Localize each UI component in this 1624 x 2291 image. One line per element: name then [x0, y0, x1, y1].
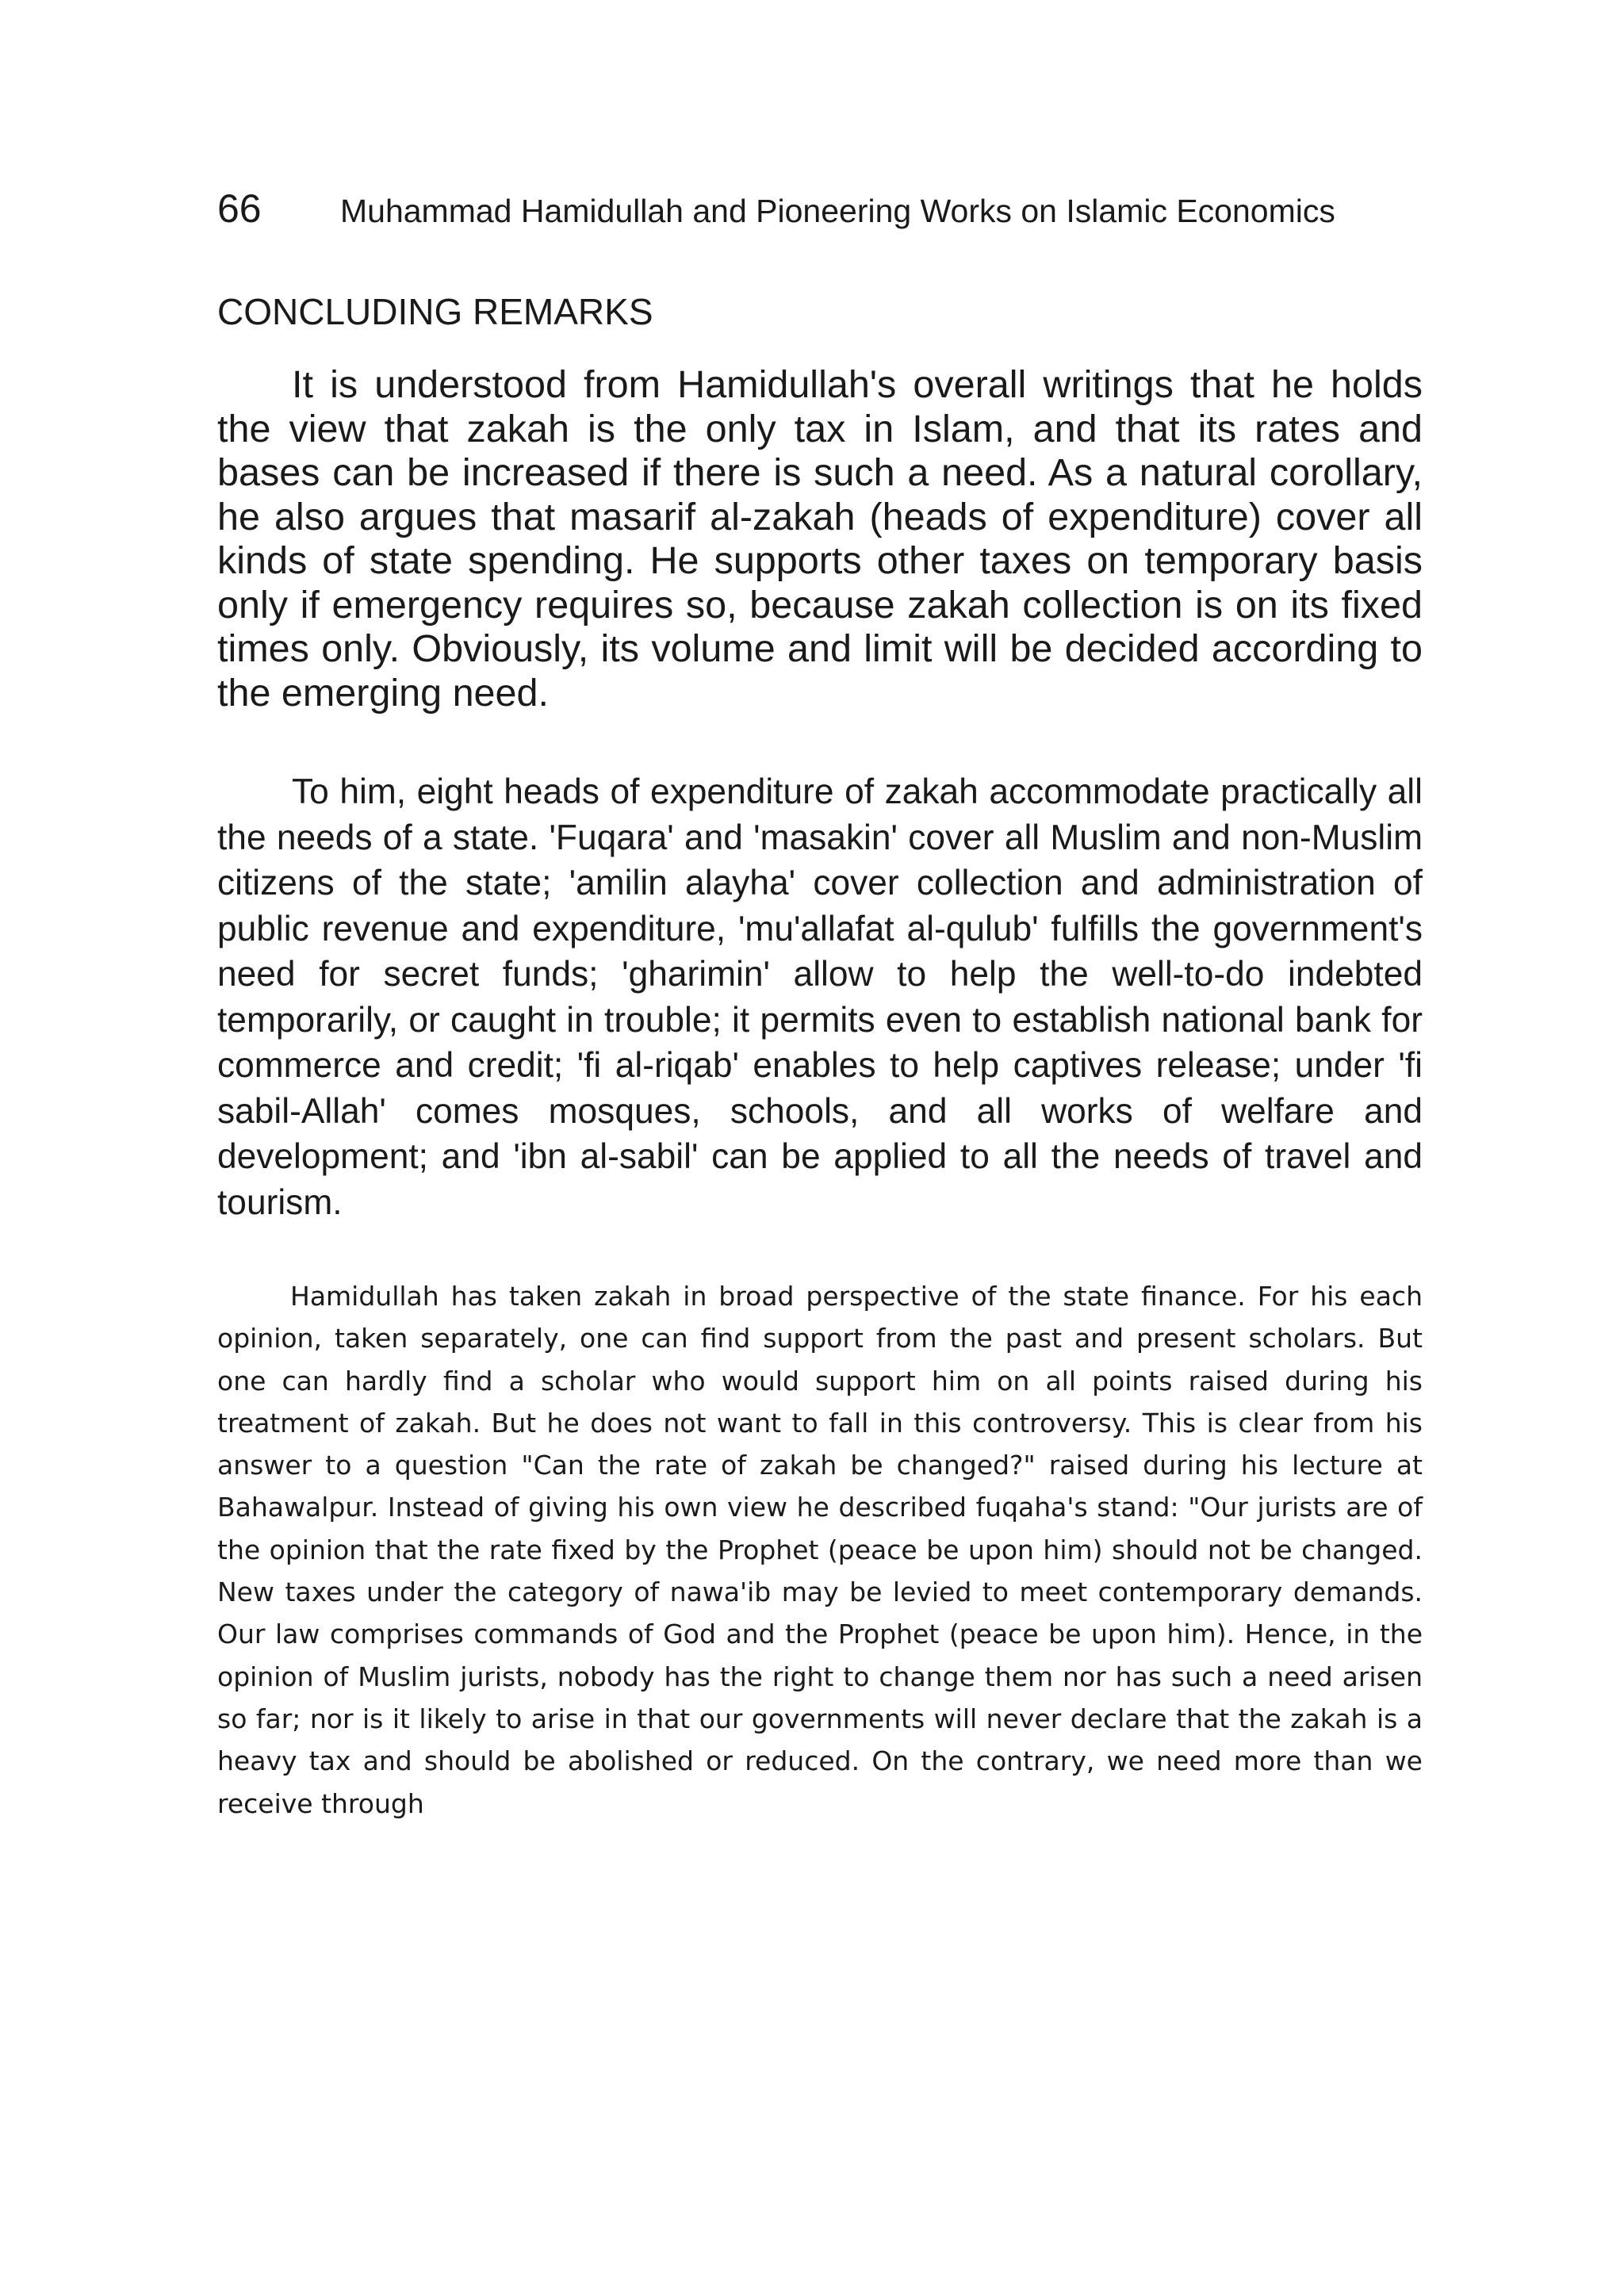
paragraph-heads-of-expenditure: To him, eight heads of expenditure of zakah accommodate practically all the needs of a state. 'Fuqara' and 'masakin' cover all Muslim and non-Muslim citizens of the state; 'amilin alayha' cover collection and administration of public revenue and expenditure, 'mu'allafat al-qulub' fulfills the government's need for secret funds; 'gharimin' allow to help the well-to-do indebted temporarily, or caught in trouble; it permits even to establish national bank for commerce and credit; 'fi al-riqab' enables to help captives release; under 'fi sabil-Allah' comes mosques, schools, and all works of welfare and development; and 'ibn al-sabil' can be applied to all the needs of travel and tourism.: [217, 772, 1423, 1222]
section-heading: CONCLUDING REMARKS: [217, 291, 653, 332]
page-header: [217, 181, 1423, 236]
running-title: Muhammad Hamidullah and Pioneering Works on Islamic Economics: [340, 193, 1335, 229]
paragraph-concluding-view: It is understood from Hamidullah's overall writings that he holds the view that zakah is the only tax in Islam, and that its rates and bases can be increased if there is such a need. As a natural corollary, he also argues that masarif al-zakah (heads of expenditure) cover all kinds of state spending. He supports other taxes on temporary basis only if emergency requires so, because zakah collection is on its fixed times only. Obviously, its volume and limit will be decided according to the emerging need.: [217, 363, 1423, 715]
page-number: 66: [217, 186, 262, 231]
paragraph-broad-perspective: Hamidullah has taken zakah in broad perspective of the state finance. For his each opinion, taken separately, one can find support from the past and present scholars. But one can hardly find a scholar who would support him on all points raised during his treatment of zakah. But he does not want to fall in this controversy. This is clear from his answer to a question "Can the rate of zakah be changed?" raised during his lecture at Bahawalpur. Instead of giving his own view he described fuqaha's stand: "Our jurists are of the opinion that the rate fixed by the Prophet (peace be upon him) should not be changed. New taxes under the category of nawa'ib may be levied to meet contemporary demands. Our law comprises commands of God and the Prophet (peace be upon him). Hence, in the opinion of Muslim jurists, nobody has the right to change them nor has such a need arisen so far; nor is it likely to arise in that our governments will never declare that the zakah is a heavy tax and should be abolished or reduced. On the contrary, we need more than we receive through: [217, 1281, 1423, 1819]
